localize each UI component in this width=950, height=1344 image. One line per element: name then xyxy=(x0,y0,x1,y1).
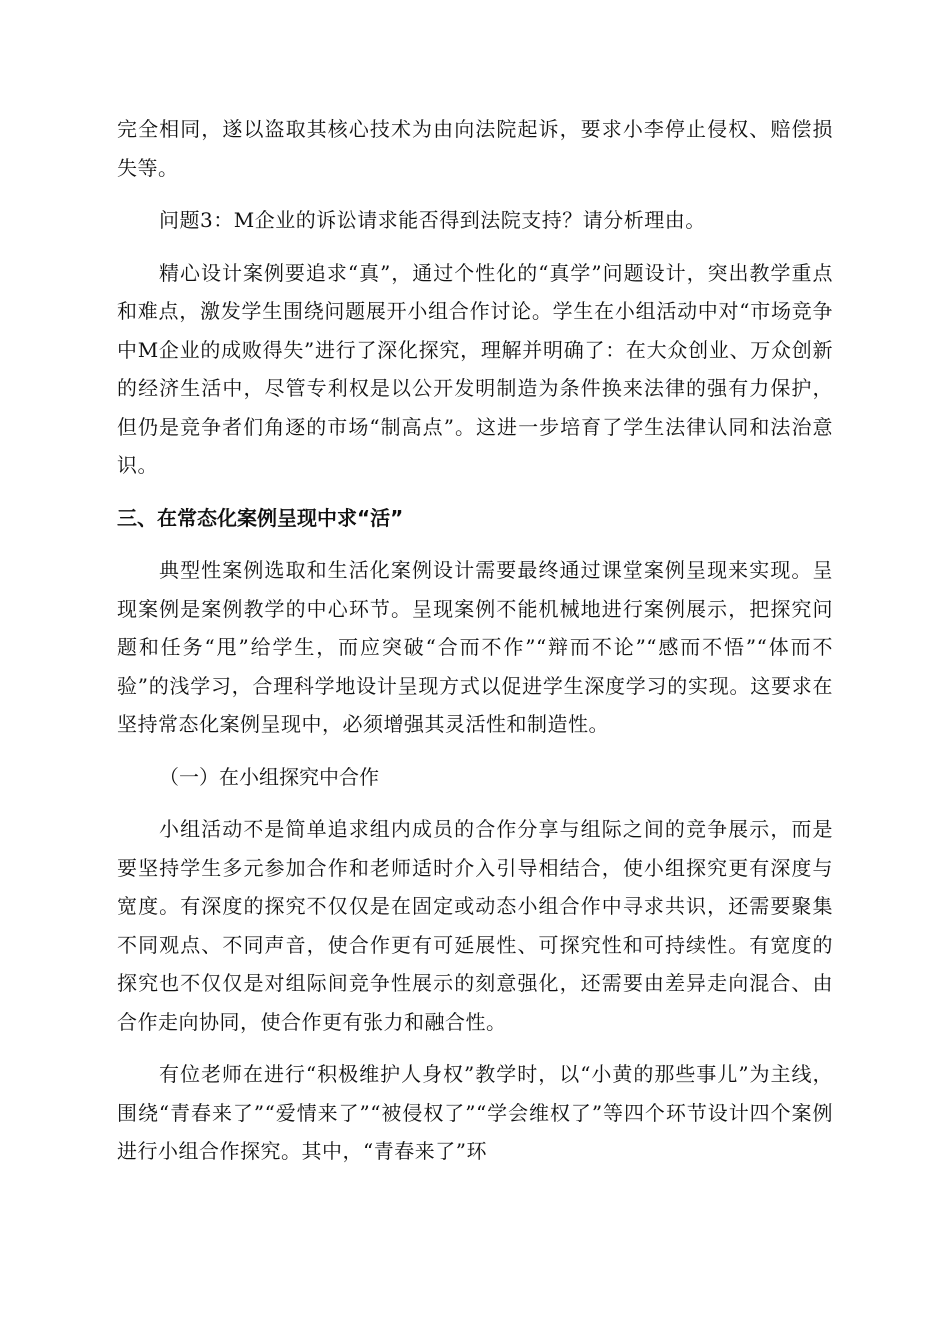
paragraph-case-presentation: 典型性案例选取和生活化案例设计需要最终通过课堂案例呈现来实现。呈现案例是案例教学的中心环节。呈现案例不能机械地进行案例展示，把探究问题和任务“甩”给学生，而应突破“合而不作”“辩而不论”“感而不悟”“体而不验”的浅学习，合理科学地设计呈现方式以促进学生深度学习的实现。这要求在坚持常态化案例呈现中，必须增强其灵活性和制造性。 xyxy=(117,558,833,736)
paragraph-continuation: 完全相同，遂以盗取其核心技术为由向法院起诉，要求小李停止侵权、赔偿损失等。 xyxy=(117,117,833,180)
paragraph-gap xyxy=(117,240,833,254)
paragraph-case-design: 精心设计案例要追求“真”，通过个性化的“真学”问题设计，突出教学重点和难点，激发学生围绕问题展开小组合作讨论。学生在小组活动中对“市场竞争中M企业的成败得失”进行了深化探究，理解并明确了：在大众创业、万众创新的经济生活中，尽管专利权是以公开发明制造为条件换来法律的强有力保护，但仍是竞争者们角逐的市场“制高点”。这进一步培育了学生法律认同和法治意识。 xyxy=(117,260,833,477)
paragraph-question-3: 问题3：M企业的诉讼请求能否得到法院支持？请分析理由。 xyxy=(159,208,706,232)
document-page xyxy=(117,110,833,1171)
paragraph-gap xyxy=(117,744,833,758)
paragraph-gap xyxy=(117,537,833,551)
subsection-heading-1: （一）在小组探究中合作 xyxy=(159,764,379,789)
section-heading-3: 三、在常态化案例呈现中求“活” xyxy=(117,505,404,530)
paragraph-gap xyxy=(117,796,833,810)
paragraph-teacher-example: 有位老师在进行“积极维护人身权”教学时，以“小黄的那些事儿”为主线，围绕“青春来了”“爱情来了”“被侵权了”“学会维权了”等四个环节设计四个案例进行小组合作探究。其中，“青春来了”环 xyxy=(117,1062,833,1163)
paragraph-group-activity: 小组活动不是简单追求组内成员的合作分享与组际之间的竞争展示，而是要坚持学生多元参加合作和老师适时介入引导相结合，使小组探究更有深度与宽度。有深度的探究不仅仅是在固定或动态小组合作中寻求共识，还需要聚集不同观点、不同声音，使合作更有可延展性、可探究性和可持续性。有宽度的探究也不仅仅是对组际间竞争性展示的刻意强化，还需要由差异走向混合、由合作走向协同，使合作更有张力和融合性。 xyxy=(117,817,833,1034)
paragraph-gap xyxy=(117,1041,833,1055)
paragraph-gap xyxy=(117,187,833,201)
paragraph-gap xyxy=(117,485,833,499)
